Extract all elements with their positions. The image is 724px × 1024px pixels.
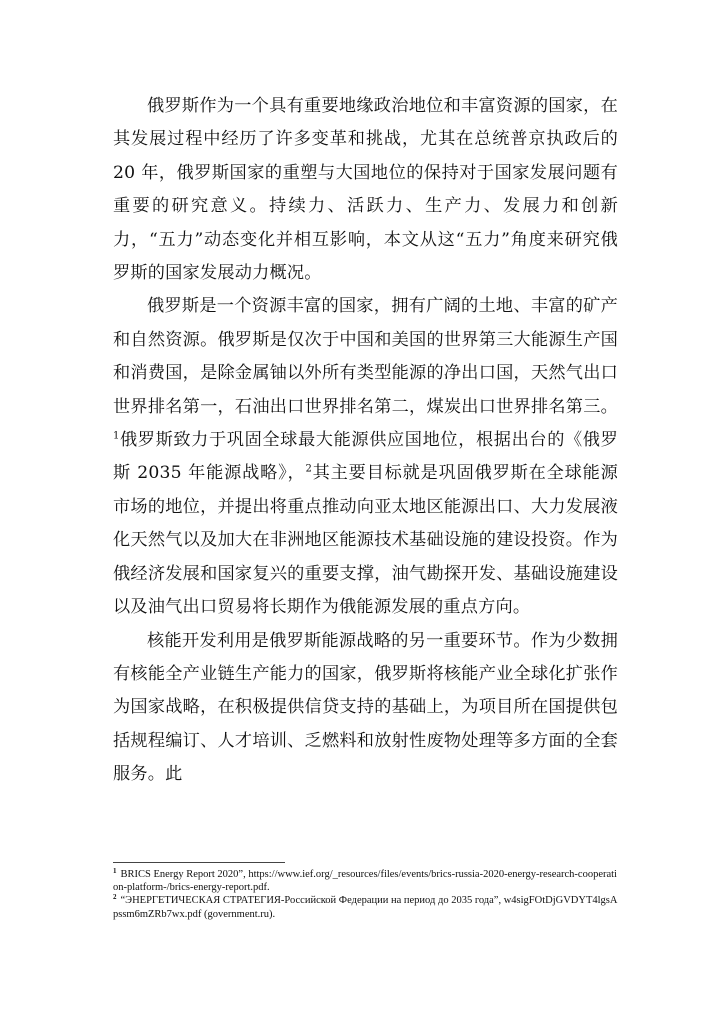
footnote-text: BRICS Energy Report 2020”, https://www.ief.org/_resources/files/events/brics-russia-2020-energy-research-cooperation-platform-/brics-energy-report.pdf. bbox=[113, 869, 617, 894]
body-text bbox=[113, 90, 618, 792]
paragraph-text: 俄罗斯是一个资源丰富的国家，拥有广阔的土地、丰富的矿产和自然资源。俄罗斯是仅次于中国和美国的世界第三大能源生产国和消费国，是除金属铀以外所有类型能源的净出口国，天然气出口世界排名第一，石油出口世界排名第二，煤炭出口世界排名第三。 bbox=[113, 296, 618, 417]
footnotes bbox=[113, 868, 619, 921]
paragraph-text: 俄罗斯作为一个具有重要地缘政治地位和丰富资源的国家，在其发展过程中经历了许多变革和挑战，尤其在总统普京执政后的 20 年，俄罗斯国家的重塑与大国地位的保持对于国家发展问题有重要的研究意义。持续力、活跃力、生产力、发展力和创新力，“五力”动态变化并相互影响，本文从这“五力”角度来研究俄罗斯的国家发展动力概况。 bbox=[113, 96, 618, 284]
footnote-ref-2[interactable]: 2 bbox=[305, 463, 313, 475]
paragraph-text: 核能开发利用是俄罗斯能源战略的另一重要环节。作为少数拥有核能全产业链生产能力的国家，俄罗斯将核能产业全球化扩张作为国家战略，在积极提供信贷支持的基础上，为项目所在国提供包括规程编订、人才培训、乏燃料和放射性废物处理等多方面的全套服务。此 bbox=[113, 630, 618, 785]
paragraph-text: 其主要目标就是巩固俄罗斯在全球能源市场的地位，并提出将重点推动向亚太地区能源出口、大力发展液化天然气以及加大在非洲地区能源技术基础设施的建设投资。作为俄经济发展和国家复兴的重要支撑，油气勘探开发、基础设施建设以及油气出口贸易将长期作为俄能源发展的重点方向。 bbox=[113, 463, 618, 618]
paragraph-3 bbox=[113, 625, 618, 792]
footnote-2 bbox=[113, 894, 619, 920]
footnote-text: “ЭНЕРГЕТИЧЕСКАЯ СТРАТЕГИЯ-Российской Федерации на период до 2035 года”, w4sigFOtDjGVDYT4lgsApssm6mZRb7wx.pdf (government.ru). bbox=[113, 895, 618, 920]
footnote-1 bbox=[113, 868, 619, 894]
footnote-mark: 1 bbox=[113, 866, 117, 875]
paragraph-2 bbox=[113, 290, 618, 624]
paragraph-text: 俄罗斯致力于巩固全球最大能源供应国地位，根据出台的《俄罗斯 2035 年能源战略》， bbox=[113, 430, 618, 484]
footnote-separator bbox=[113, 862, 285, 863]
footnote-ref-1[interactable]: 1 bbox=[113, 430, 120, 442]
footnote-mark: 2 bbox=[113, 892, 117, 901]
paragraph-1 bbox=[113, 90, 618, 290]
